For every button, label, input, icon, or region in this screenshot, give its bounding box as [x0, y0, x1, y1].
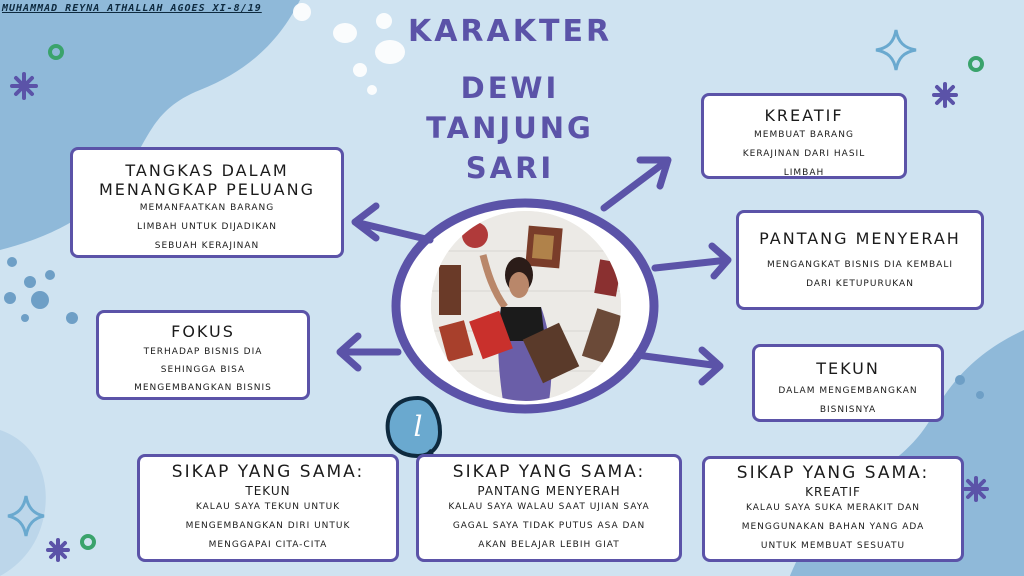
- comparison-description-line: GAGAL SAYA TIDAK PUTUS ASA DAN: [452, 521, 646, 531]
- trait-description-line: BISNISNYA: [819, 405, 877, 415]
- author-label: MUHAMMAD REYNA ATHALLAH AGOES XI-8/19: [2, 3, 262, 14]
- white-dots: [293, 3, 405, 95]
- arrow-to-tangkas: [355, 206, 430, 240]
- trait-title-line: TANGKAS DALAM: [125, 161, 289, 180]
- trait-description-line: LIMBAH UNTUK DIJADIKAN: [136, 222, 277, 232]
- trait-description-line: SEBUAH KERAJINAN: [154, 241, 260, 251]
- comparison-description-line: AKAN BELAJAR LEBIH GIAT: [478, 540, 620, 550]
- photo-illustration: [431, 211, 621, 401]
- trait-description: [739, 256, 981, 294]
- comparison-description-line: KALAU SAYA TEKUN UNTUK: [195, 502, 341, 512]
- trait-title: TEKUN: [816, 359, 880, 378]
- trait-description-line: KERAJINAN DARI HASIL: [742, 149, 866, 159]
- comparison-card-kreatif: [702, 456, 964, 562]
- comparison-description-line: KALAU SAYA WALAU SAAT UJIAN SAYA: [448, 502, 650, 512]
- comparison-description-line: MENGEMBANGKAN DIRI UNTUK: [185, 521, 351, 531]
- trait-description-line: DALAM MENGEMBANGKAN: [778, 386, 918, 396]
- page-title: KARAKTER: [407, 14, 613, 49]
- trait-description: [755, 382, 941, 420]
- trait-description: [73, 199, 341, 256]
- subject-name: [400, 68, 620, 188]
- trait-card-fokus: [96, 310, 310, 400]
- subject-name-line: SARI: [465, 151, 555, 185]
- comparison-description-line: UNTUK MEMBUAT SESUATU: [760, 541, 906, 551]
- trait-title: KREATIF: [764, 106, 844, 125]
- subject-photo: [431, 211, 621, 401]
- subject-name-line: TANJUNG: [426, 111, 594, 145]
- comparison-trait: KREATIF: [805, 485, 861, 499]
- comparison-heading: SIKAP YANG SAMA:: [736, 463, 930, 483]
- comparison-description: [419, 498, 679, 555]
- subject-name-line: DEWI: [460, 71, 560, 105]
- comparison-card-tekun: [137, 454, 399, 562]
- comparison-description-line: MENGGAPAI CITA-CITA: [208, 540, 328, 550]
- comparison-card-pantang-menyerah: [416, 454, 682, 562]
- trait-card-tangkas: [70, 147, 344, 258]
- comparison-trait: PANTANG MENYERAH: [477, 484, 621, 498]
- arrow-to-fokus: [340, 336, 398, 368]
- trait-title: [73, 161, 341, 199]
- comparison-description-line: MENGGUNAKAN BAHAN YANG ADA: [741, 522, 925, 532]
- comparison-description-line: KALAU SAYA SUKA MERAKIT DAN: [745, 503, 920, 513]
- trait-card-tekun: [752, 344, 944, 422]
- trait-description-line: DARI KETUPURUKAN: [806, 279, 914, 289]
- comparison-description: [140, 498, 396, 555]
- comparison-heading: SIKAP YANG SAMA:: [171, 462, 365, 482]
- trait-description-line: TERHADAP BISNIS DIA: [143, 347, 263, 357]
- trait-description-line: MENGEMBANGKAN BISNIS: [134, 383, 272, 393]
- arrow-to-pantang: [655, 246, 728, 276]
- trait-card-pantang-menyerah: [736, 210, 984, 310]
- trait-description: [704, 126, 904, 183]
- trait-description-line: LIMBAH: [783, 168, 825, 178]
- trait-description-line: SEHINGGA BISA: [160, 365, 246, 375]
- comparison-heading: SIKAP YANG SAMA:: [452, 462, 646, 482]
- trait-title: PANTANG MENYERAH: [759, 229, 961, 248]
- trait-card-kreatif: [701, 93, 907, 179]
- speech-bubble-label: l: [413, 410, 423, 443]
- trait-title-line: MENANGKAP PELUANG: [99, 180, 315, 199]
- trait-description: [99, 343, 307, 397]
- trait-title: FOKUS: [171, 322, 235, 341]
- comparison-trait: TEKUN: [245, 484, 291, 498]
- trait-description-line: MEMANFAATKAN BARANG: [139, 203, 275, 213]
- trait-description-line: MEMBUAT BARANG: [754, 130, 854, 140]
- trait-description-line: MENGANGKAT BISNIS DIA KEMBALI: [766, 260, 954, 270]
- arrow-to-tekun: [637, 350, 720, 382]
- comparison-description: [705, 499, 961, 556]
